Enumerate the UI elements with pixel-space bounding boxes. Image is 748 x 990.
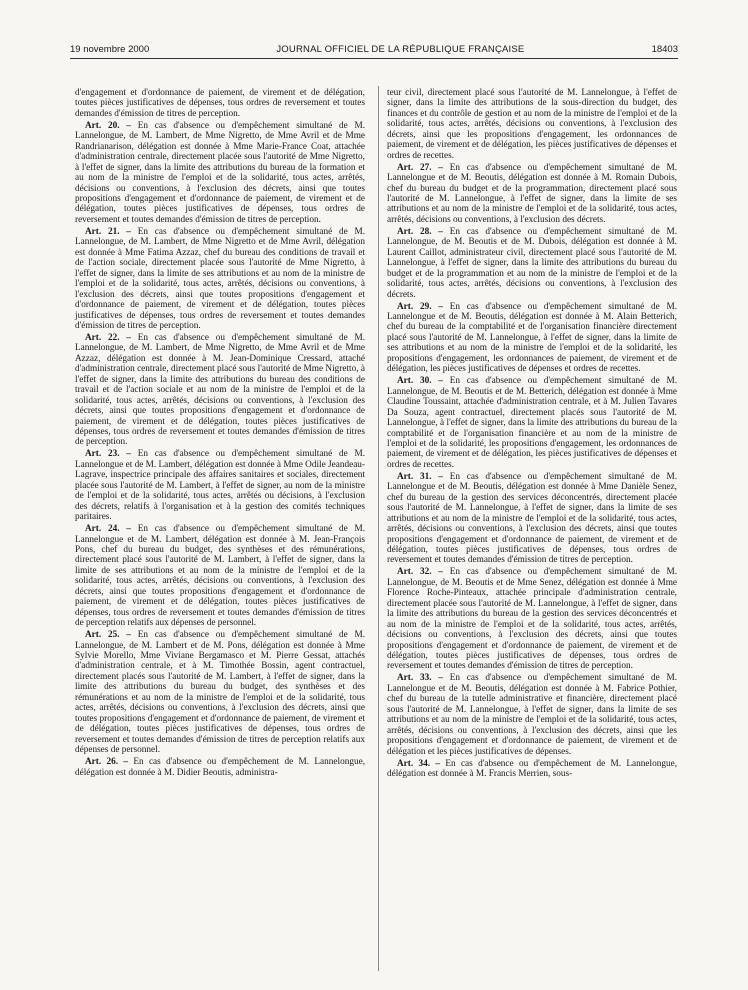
- article-paragraph: [387, 759, 677, 780]
- article-paragraph: [387, 163, 677, 226]
- article-paragraph: [387, 227, 677, 300]
- article-text: En cas d'absence ou d'empêchement simultané de M. Lannelongue, de M. Lambert, de Mme Nigretto, de Mme Avril et de Mme Randrianarison, délégation est donnée à Mme Marie-France Coat, attachée d'administration centrale, directement placée sous l'autorité de Mme Nigretto, à l'effet de signer, dans la limite des attributions du bureau de la formation et au nom de la ministre de l'emploi et de la solidarité, tous actes, arrêtés, décisions ou conventions, à l'exclusion des décrets, ainsi que toutes propositions d'engagement et d'ordonnance de paiement, de virement et de délégation, toutes pièces justificatives de dépenses, tous ordres de reversement et toutes demandes d'émission de titres de perception.: [75, 120, 366, 225]
- column-divider: [378, 86, 379, 971]
- article-paragraph: [387, 302, 677, 375]
- continued-paragraph: [75, 88, 365, 119]
- article-label: Art. 26. –: [85, 757, 129, 768]
- article-label: Art. 32. –: [397, 567, 443, 578]
- right-column: [387, 88, 677, 781]
- article-text: En cas d'absence ou d'empêchement de M. Lannelongue, délégation est donnée à M. Didier Beoutis, administra-: [75, 757, 366, 778]
- header-date: 19 novembre 2000: [70, 44, 150, 55]
- article-label: Art. 25. –: [85, 630, 131, 641]
- article-paragraph: [75, 630, 365, 755]
- article-paragraph: [75, 121, 365, 226]
- article-paragraph: [387, 567, 677, 672]
- article-label: Art. 27. –: [397, 162, 443, 173]
- article-label: Art. 21. –: [85, 226, 131, 237]
- header-title: JOURNAL OFFICIEL DE LA RÉPUBLIQUE FRANÇAISE: [276, 44, 525, 55]
- article-text: En cas d'absence ou d'empêchement simultané de M. Lannelongue et de M. Beoutis, délégation est donnée à M. Fabrice Pothier, chef du bureau de la tutelle administrative et financière, directement placé sous l'autorité de M. Lannelongue, à l'effet de signer, dans la limite de ses attributions et au nom de la ministre de l'emploi et de la solidarité, tous actes, arrêtés, décisions ou conventions, à l'exclusion des décrets, ainsi que les propositions d'engagement et d'ordonnance de paiement, de virement et de délégation et les pièces justificatives de dépenses.: [387, 673, 678, 757]
- article-text: En cas d'absence ou d'empêchement simultané de M. Lannelongue, de M. Beoutis et de Mme Senez, délégation est donnée à Mme Florence Roche-Pinteaux, attachée principale d'administration centrale, directement placée sous l'autorité de M. Lannelongue, à l'effet de signer, dans la limite des attributions du bureau de la gestion des services déconcentrés et au nom de la ministre de l'emploi et de la solidarité, tous actes, arrêtés, décisions ou conventions, à l'exclusion des décrets, ainsi que toutes propositions d'engagement et d'ordonnance de paiement, de virement et de délégation, toutes pièces justificatives de dépenses, tous ordres de reversement et toutes demandes d'émission de titres de perception.: [387, 567, 678, 672]
- article-text: En cas d'absence ou d'empêchement simultané de M. Lannelongue et de M. Lambert, délégation est donnée à Mme Odile Jeandeau-Lagrave, inspectrice principale des affaires sanitaires et sociales, directement placée sous l'autorité de M. Lambert, à l'effet de signer, au nom de la ministre de l'emploi et de la solidarité, tous actes, arrêtés ou décisions, à l'exclusion des décrets, relatifs à l'organisation et à la gestion des comités techniques paritaires.: [75, 449, 366, 523]
- article-text: En cas d'absence ou d'empêchement simultané de M. Lannelongue et de M. Beoutis, délégation est donnée à M. Romain Dubois, chef du bureau du budget et de la programmation, directement placé sous l'autorité de M. Lannelongue, à l'effet de signer, dans la limite de ses attributions et au nom de la ministre de l'emploi et de la solidarité, tous actes, arrêtés, décisions ou conventions, à l'exclusion des décrets.: [387, 162, 678, 225]
- continued-paragraph: [387, 88, 677, 161]
- article-label: Art. 33. –: [397, 673, 443, 684]
- article-paragraph: [75, 757, 365, 778]
- article-text: En cas d'absence ou d'empêchement simultané de M. Lannelongue, de M. Beoutis et de M. Dubois, délégation est donnée à M. Laurent Caillot, administrateur civil, directement placé sous l'autorité de M. Lannelongue, à l'effet de signer, dans la limite des attributions du bureau du budget et de la programmation et au nom de la ministre de l'emploi et de la solidarité, tous actes, arrêtés, décisions ou conventions, à l'exclusion des décrets.: [387, 226, 678, 300]
- left-column: [75, 88, 365, 779]
- article-paragraph: [75, 227, 365, 332]
- article-label: Art. 24. –: [85, 524, 131, 535]
- article-label: Art. 29. –: [397, 301, 443, 312]
- article-paragraph: [387, 472, 677, 566]
- article-text: En cas d'absence ou d'empêchement simultané de M. Lannelongue, de M. Lambert, de Mme Nigretto, de Mme Avril et de Mme Azzaz, délégation est donnée à M. Jean-Dominique Cressard, attaché d'administration centrale, directement placé sous l'autorité de Mme Nigretto, à l'effet de signer, dans la limite des attributions du bureau des conditions de travail et de l'action sociale et au nom de la ministre de l'emploi et de la solidarité, tous actes, arrêtés, décisions ou conventions, à l'exclusion des décrets, ainsi que toutes propositions d'engagement et d'ordonnance de paiement, de virement et de délégation, toutes pièces justificatives de dépenses, tous ordres de reversement et toutes demandes d'émission de titres de perception.: [75, 332, 366, 448]
- article-text: En cas d'absence ou d'empêchement simultané de M. Lannelongue et de M. Lambert, délégation est donnée à M. Jean-François Pons, chef du bureau du budget, des synthèses et des rémunérations, directement placé sous l'autorité de M. Lambert, à l'effet de signer, dans la limite de ses attributions et au nom de la ministre de l'emploi et de la solidarité, tous actes, arrêtés, décisions ou conventions, à l'exclusion des décrets, ainsi que toutes propositions d'engagement et d'ordonnance de paiement, de virement et de délégation, toutes pièces justificatives de dépenses, tous ordres de reversement et toutes demandes d'émission de titres de perception relatifs aux dépenses de personnel.: [75, 524, 366, 629]
- article-text: En cas d'absence ou d'empêchement simultané de M. Lannelongue, de M. Lambert et de M. Pons, délégation est donnée à Mme Sylvie Morello, Mme Viviane Bergamasco et M. Pierre Gessat, attachés d'administration centrale, et à M. Timothée Bossin, agent contractuel, directement placés sous l'autorité de M. Lambert, à l'effet de signer, dans la limite des attributions du bureau du budget, des synthèses et des rémunérations et au nom de la ministre de l'emploi et de la solidarité, tous actes, arrêtés, décisions ou conventions, à l'exclusion des décrets, ainsi que toutes propositions d'engagement et d'ordonnance de paiement, de virement et de délégation, toutes pièces justificatives de dépenses, tous ordres de reversement et toutes demandes d'émission de titres de perception relatifs aux dépenses de personnel.: [75, 630, 366, 756]
- article-label: Art. 22. –: [85, 332, 131, 343]
- header-rule: [70, 58, 678, 59]
- article-text: teur civil, directement placé sous l'autorité de M. Lannelongue, à l'effet de signer, dans la limite des attributions de la sous-direction du budget, des finances et du contrôle de gestion et au nom de la ministre de l'emploi et de la solidarité, tous actes, arrêtés, décisions ou conventions, à l'exclusion des décrets, ainsi que les propositions d'engagement, les ordonnances de paiement, de virement et de délégation, les pièces justificatives de dépenses et ordres de recettes.: [387, 88, 677, 161]
- article-label: Art. 20. –: [85, 120, 131, 131]
- article-text: En cas d'absence ou d'empêchement simultané de M. Lannelongue, de M. Lambert, de Mme Nigretto et de Mme Avril, délégation est donnée à Mme Fatima Azzaz, chef du bureau des conditions de travail et de l'action sociale, directement placée sous l'autorité de Mme Nigretto, à l'effet de signer, dans la limite de ses attributions et au nom de la ministre de l'emploi et de la solidarité, tous actes, arrêtés, décisions ou conventions, à l'exclusion des décrets, ainsi que toutes propositions d'engagement et d'ordonnance de paiement, de virement et de délégation, toutes pièces justificatives de dépenses, tous ordres de reversement et toutes demandes d'émission de titres de perception.: [75, 226, 366, 331]
- header-page-number: 18403: [651, 44, 678, 55]
- article-paragraph: [75, 449, 365, 522]
- article-label: Art. 30. –: [397, 376, 443, 387]
- article-label: Art. 28. –: [397, 226, 443, 237]
- article-paragraph: [75, 524, 365, 629]
- article-label: Art. 34. –: [397, 758, 441, 769]
- article-text: En cas d'absence ou d'empêchement de M. Lannelongue, délégation est donnée à M. Francis Merrien, sous-: [387, 758, 678, 779]
- article-label: Art. 31. –: [397, 471, 443, 482]
- article-text: En cas d'absence ou d'empêchement simultané de M. Lannelongue, de M. Beoutis et de M. Betterich, délégation est donnée à Mme Claudine Toussaint, attachée d'administration centrale, et à M. Julien Tavares Da Souza, agent contractuel, directement placés sous l'autorité de M. Lannelongue, à l'effet de signer, dans la limite des attributions du bureau de la comptabilité et de l'organisation financière et au nom de la ministre de l'emploi et de la solidarité, les propositions d'engagement, les ordonnances de paiement, de virement et de délégation, les pièces justificatives de dépenses et ordres de recettes.: [387, 376, 678, 470]
- article-paragraph: [75, 333, 365, 448]
- article-label: Art. 23. –: [85, 449, 131, 460]
- article-text: En cas d'absence ou d'empêchement simultané de M. Lannelongue et de M. Beoutis, délégation est donnée à Mme Danièle Senez, chef du bureau de la gestion des services déconcentrés, directement placée sous l'autorité de M. Lannelongue, à l'effet de signer, dans la limite de ses attributions et au nom de la ministre de l'emploi et de la solidarité, tous actes, arrêtés, décisions ou conventions, à l'exclusion des décrets, ainsi que toutes propositions d'engagement et d'ordonnance de paiement, de virement et de délégation, toutes pièces justificatives de dépenses, tous ordres de reversement et toutes demandes d'émission de titres de perception.: [387, 471, 678, 566]
- page-header: [70, 44, 678, 55]
- article-paragraph: [387, 376, 677, 470]
- article-paragraph: [387, 673, 677, 757]
- article-text: En cas d'absence ou d'empêchement simultané de M. Lannelongue et de M. Beoutis, délégation est donnée à M. Alain Betterich, chef du bureau de la comptabilité et de l'organisation financière directement placé sous l'autorité de M. Lannelongue, à l'effet de signer, dans la limite de ses attributions et au nom de la ministre de l'emploi et de la solidarité, les propositions d'engagement, les ordonnances de paiement, de virement et de délégation, les pièces justificatives de dépenses et ordres de recettes.: [387, 301, 678, 375]
- article-text: d'engagement et d'ordonnance de paiement, de virement et de délégation, toutes pièces justificatives de dépenses, tous ordres de reversement et toutes demandes d'émission de titres de perception.: [75, 88, 365, 119]
